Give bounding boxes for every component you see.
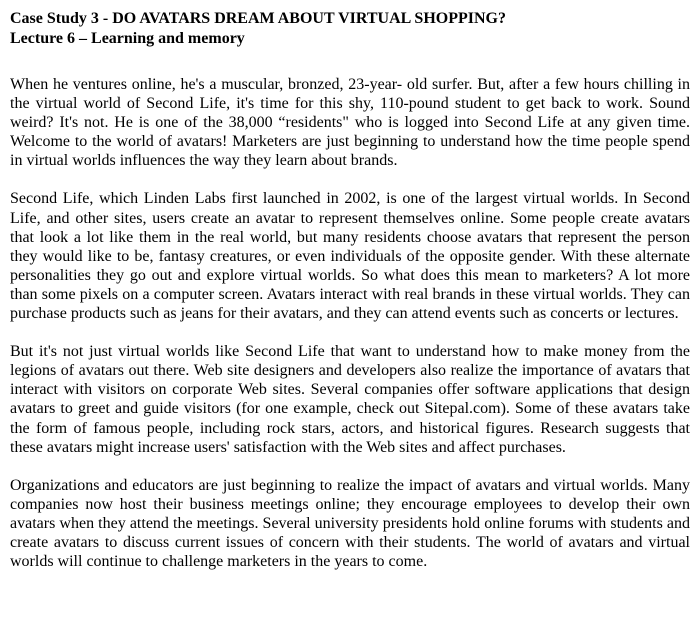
paragraph-second-life: Second Life, which Linden Labs first launched in 2002, is one of the largest virtual worlds. In Second Life, and other sites, users create an avatar to represent themselves online. Some people create avatars that look a lot like them in the real world, but many residents choose avatars that represent the person they would like to be, fantasy creatures, or even individuals of the opposite gender. With these alternate personalities they go out and explore virtual worlds. So what does this mean to marketers? A lot more than some pixels on a computer screen. Avatars interact with real brands in these virtual worlds. They can purchase products such as jeans for their avatars, and they can attend events such as concerts or lectures. (10, 190, 690, 323)
case-study-title: Case Study 3 - DO AVATARS DREAM ABOUT VIRTUAL SHOPPING? (10, 10, 506, 27)
paragraph-intro: When he ventures online, he's a muscular, bronzed, 23-year- old surfer. But, after a few hours chilling in the virtual world of Second Life, it's time for this shy, 110-pound student to get back to work. Sound weird? It's not. He is one of the 38,000 “residents" who is logged into Second Life at any given time. Welcome to the world of avatars! Marketers are just beginning to understand how the time people spend in virtual worlds influences the way they learn about brands. (10, 76, 690, 170)
paragraph-web-avatars: But it's not just virtual worlds like Second Life that want to understand how to make money from the legions of avatars out there. Web site designers and developers also realize the importance of avatars that interact with visitors on corporate Web sites. Several companies offer software applications that design avatars to greet and guide visitors (for one example, check out Sitepal.com). Some of these avatars take the form of famous people, including rock stars, actors, and historical figures. Research suggests that these avatars might increase users' satisfaction with the Web sites and affect purchases. (10, 343, 690, 456)
paragraph-organizations: Organizations and educators are just beginning to realize the impact of avatars and virtual worlds. Many companies now host their business meetings online; they encourage employees to develop their own avatars when they attend the meetings. Several university presidents hold online forums with students and create avatars to discuss current issues of concern with their students. The world of avatars and virtual worlds will continue to challenge marketers in the years to come. (10, 476, 690, 571)
lecture-subtitle: Lecture 6 – Learning and memory (10, 30, 245, 47)
